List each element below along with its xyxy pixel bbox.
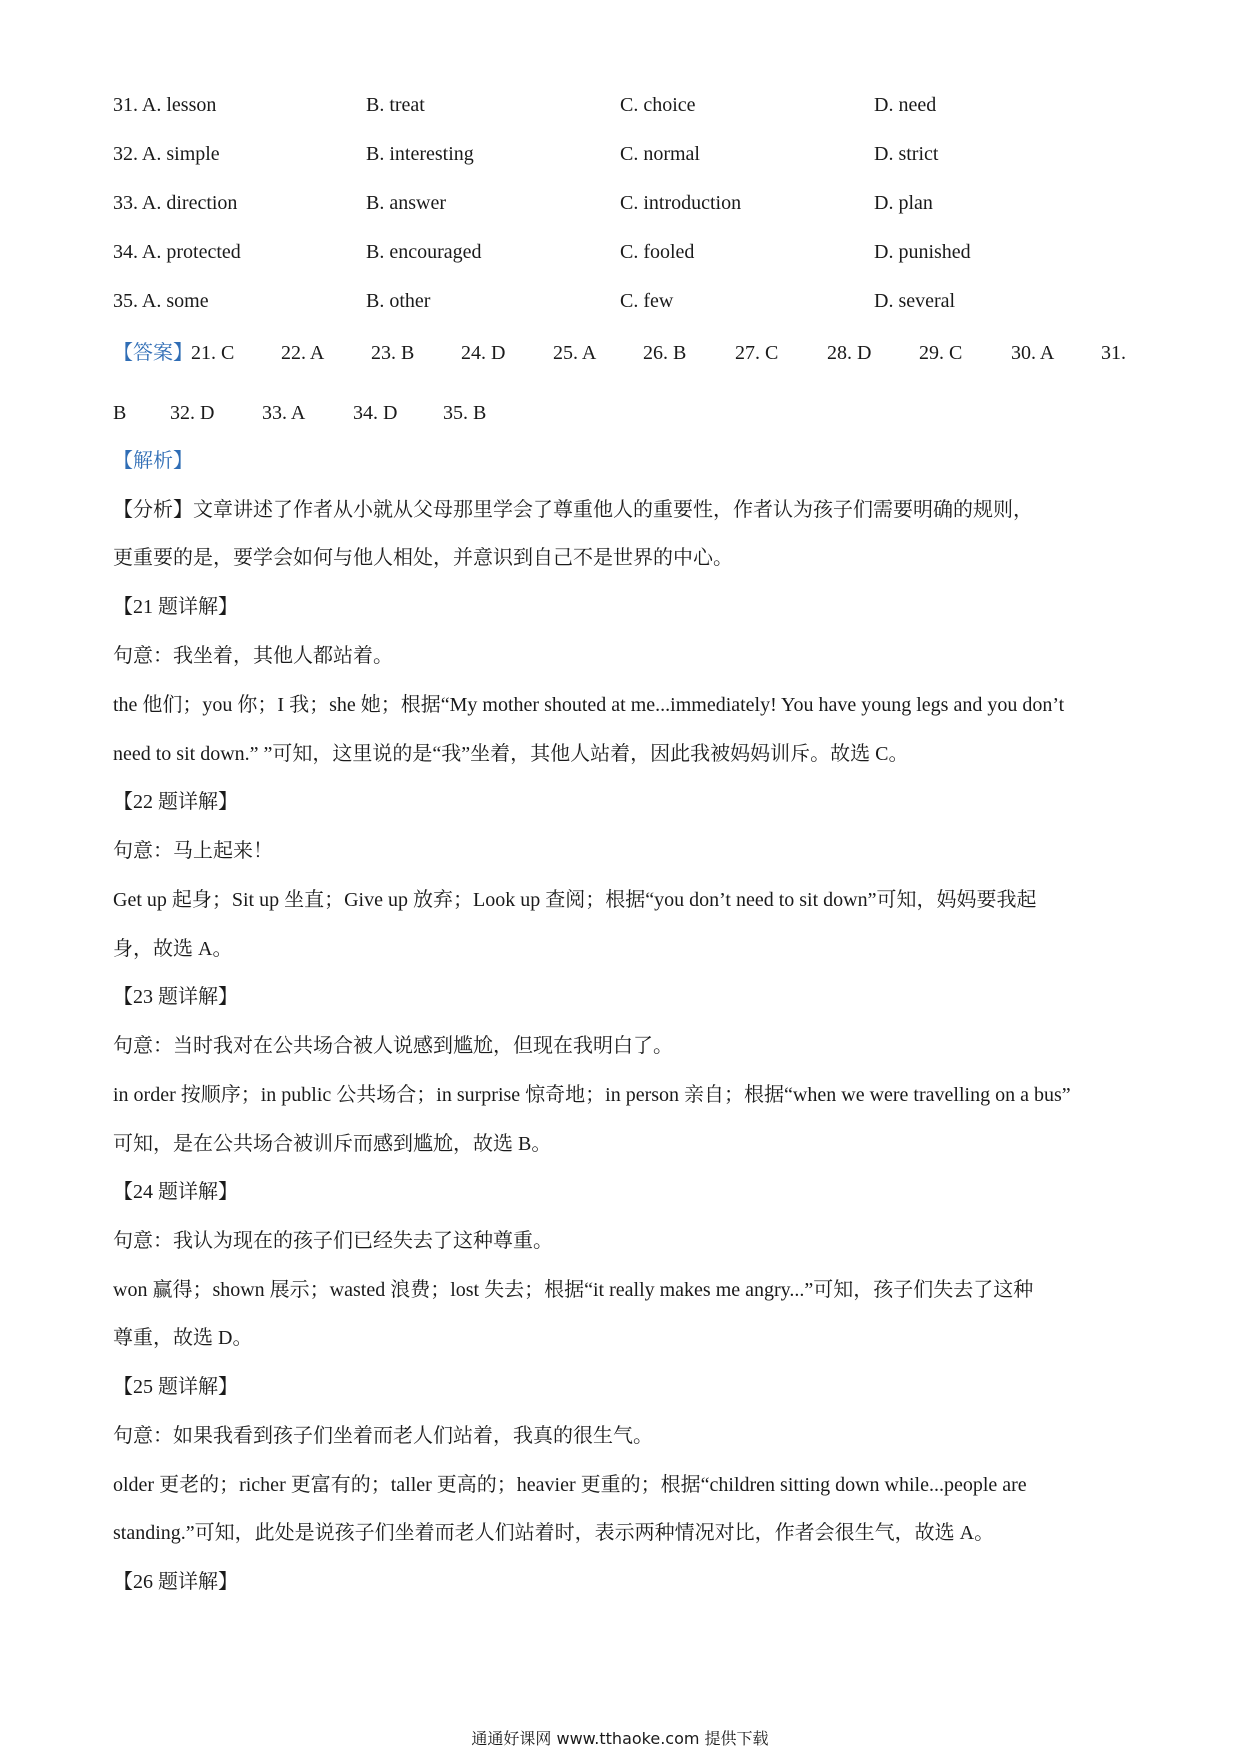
option-c: C. fooled [620,241,695,263]
answer-item: 31. [1101,342,1126,364]
options-row-31 [113,94,1133,124]
q24-title: 【24 题详解】 [113,1181,238,1203]
option-d: D. plan [874,192,933,214]
option-a: 33. A. direction [113,192,238,214]
q22-explanation-1: Get up 起身；Sit up 坐直；Give up 放弃；Look up 查阅；根据“you don’t need to sit down”可知，妈妈要我起 [113,889,1037,911]
option-a: 32. A. simple [113,143,220,165]
q24-explanation-2: 尊重，故选 D。 [113,1327,253,1349]
summary-line-2: 更重要的是，要学会如何与他人相处，并意识到自己不是世界的中心。 [113,547,733,569]
q21-explanation-1: the 他们；you 你；I 我；she 她；根据“My mother shouted at me...immediately! You have young legs and you don’t [113,694,1065,716]
q23-explanation-2: 可知，是在公共场合被训斥而感到尴尬，故选 B。 [113,1133,552,1155]
q23-meaning: 句意：当时我对在公共场合被人说感到尴尬，但现在我明白了。 [113,1035,673,1057]
answer-item: B [113,402,127,424]
option-d: D. need [874,94,937,116]
q22-meaning: 句意：马上起来！ [113,840,273,862]
answer-item: 30. A [1011,342,1055,364]
q23-explanation-1: in order 按顺序；in public 公共场合；in surprise 惊奇地；in person 亲自；根据“when we were travelling on a bus” [113,1084,1071,1106]
option-b: B. answer [366,192,446,214]
options-row-33 [113,192,1133,222]
q21-meaning: 句意：我坐着，其他人都站着。 [113,645,393,667]
summary-line-1: 【分析】文章讲述了作者从小就从父母那里学会了尊重他人的重要性，作者认为孩子们需要明确的规则， [113,499,1033,521]
q25-explanation-1: older 更老的；richer 更富有的；taller 更高的；heavier 更重的；根据“children sitting down while...people are [113,1474,1027,1496]
q22-title: 【22 题详解】 [113,791,238,813]
q26-title: 【26 题详解】 [113,1571,238,1593]
option-d: D. several [874,290,956,312]
q25-title: 【25 题详解】 [113,1376,238,1398]
answer-item: 21. C [191,342,235,364]
answer-line-2 [113,398,1133,428]
answer-item: 29. C [919,342,963,364]
options-row-35 [113,290,1133,320]
answer-item: 26. B [643,342,687,364]
option-c: C. few [620,290,674,312]
answer-label: 【答案】 [113,342,193,364]
answer-item: 22. A [281,342,325,364]
options-row-32 [113,143,1133,173]
answer-item: 27. C [735,342,779,364]
answer-item: 24. D [461,342,506,364]
option-b: B. interesting [366,143,474,165]
option-c: C. normal [620,143,700,165]
answer-item: 34. D [353,402,398,424]
option-d: D. punished [874,241,971,263]
answer-item: 35. B [443,402,487,424]
q25-meaning: 句意：如果我看到孩子们坐着而老人们站着，我真的很生气。 [113,1425,653,1447]
option-a: 31. A. lesson [113,94,217,116]
option-a: 35. A. some [113,290,209,312]
q23-title: 【23 题详解】 [113,986,238,1008]
option-d: D. strict [874,143,939,165]
answer-item: 23. B [371,342,415,364]
q25-explanation-2: standing.”可知，此处是说孩子们坐着而老人们站着时，表示两种情况对比，作者会很生气，故选 A。 [113,1522,995,1544]
answer-item: 32. D [170,402,215,424]
option-b: B. treat [366,94,425,116]
q22-explanation-2: 身，故选 A。 [113,938,233,960]
q24-explanation-1: won 赢得；shown 展示；wasted 浪费；lost 失去；根据“it really makes me angry...”可知，孩子们失去了这种 [113,1279,1034,1301]
answer-line-1 [113,338,1133,368]
option-c: C. choice [620,94,696,116]
option-b: B. other [366,290,431,312]
page-footer: 通通好课网 www.tthaoke.com 提供下载 [471,1729,769,1748]
answer-item: 28. D [827,342,872,364]
options-row-34 [113,241,1133,271]
q21-explanation-2: need to sit down.” ”可知，这里说的是“我”坐着，其他人站着，因此我被妈妈训斥。故选 C。 [113,743,909,765]
option-b: B. encouraged [366,241,482,263]
option-a: 34. A. protected [113,241,241,263]
answer-item: 25. A [553,342,597,364]
q24-meaning: 句意：我认为现在的孩子们已经失去了这种尊重。 [113,1230,553,1252]
q21-title: 【21 题详解】 [113,596,238,618]
analysis-label: 【解析】 [113,450,193,472]
answer-item: 33. A [262,402,306,424]
option-c: C. introduction [620,192,742,214]
